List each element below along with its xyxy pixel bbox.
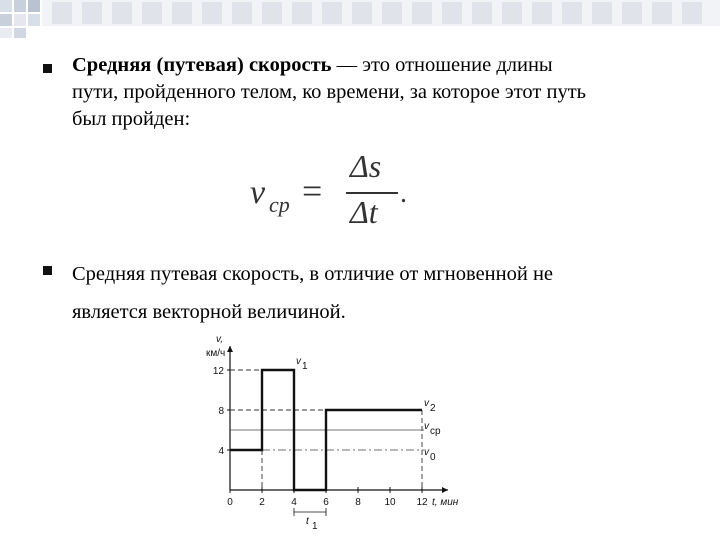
y-axis-label: v, (216, 334, 224, 345)
x-tick-label: 0 (227, 497, 233, 508)
definition-line-2: пути, пройденного телом, ко времени, за которое этот путь (72, 81, 587, 103)
formula-lhs-variable: v (250, 174, 266, 211)
x-tick-label: 10 (384, 497, 396, 508)
label-v2-subscript: 2 (430, 403, 436, 414)
label-v2: v (424, 398, 429, 409)
x-axis-label: t, мин (432, 497, 459, 508)
bullet-marker-1 (43, 64, 52, 73)
x-tick-label: 2 (259, 497, 265, 508)
note-line-2: является векторной величиной. (72, 301, 346, 323)
decorative-corner-pattern (0, 0, 720, 40)
x-tick-label: 4 (291, 497, 297, 508)
label-interval-subscript: 1 (312, 521, 318, 530)
formula-numerator: Δs (350, 148, 382, 184)
bullet-marker-2 (43, 266, 52, 275)
paragraph-average-speed-definition (72, 52, 692, 133)
formula-period: . (400, 178, 407, 209)
speed-time-graph (190, 330, 510, 530)
term-average-speed: Средняя (путевая) скорость (72, 54, 332, 76)
y-tick-label: 12 (212, 366, 224, 377)
y-tick-label: 8 (218, 406, 224, 417)
note-line-1: Средняя путевая скорость, в отличие от мгновенной не (72, 263, 554, 285)
formula-lhs-subscript: cp (269, 192, 290, 217)
x-tick-label: 6 (323, 497, 329, 508)
label-v1: v (296, 356, 301, 367)
label-interval: t (306, 516, 309, 527)
formula-equals: = (302, 171, 323, 211)
label-v1-subscript: 1 (302, 361, 308, 372)
label-vcp-subscript: cp (430, 426, 441, 437)
paragraph-scalar-note (72, 255, 692, 331)
formula-denominator: Δt (350, 194, 378, 230)
average-speed-formula (250, 148, 420, 238)
y-axis-arrow (227, 346, 233, 352)
x-tick-label: 12 (416, 497, 428, 508)
definition-line-1: — это отношение длины (331, 54, 553, 76)
y-tick-label: 4 (218, 446, 224, 457)
y-axis-unit: км/ч (206, 348, 226, 359)
definition-line-3: был пройден: (72, 108, 191, 130)
x-axis-arrow (442, 487, 448, 493)
label-v0: v (424, 447, 429, 458)
label-vcp: v (424, 421, 429, 432)
x-tick-label: 8 (355, 497, 361, 508)
label-v0-subscript: 0 (430, 452, 436, 463)
